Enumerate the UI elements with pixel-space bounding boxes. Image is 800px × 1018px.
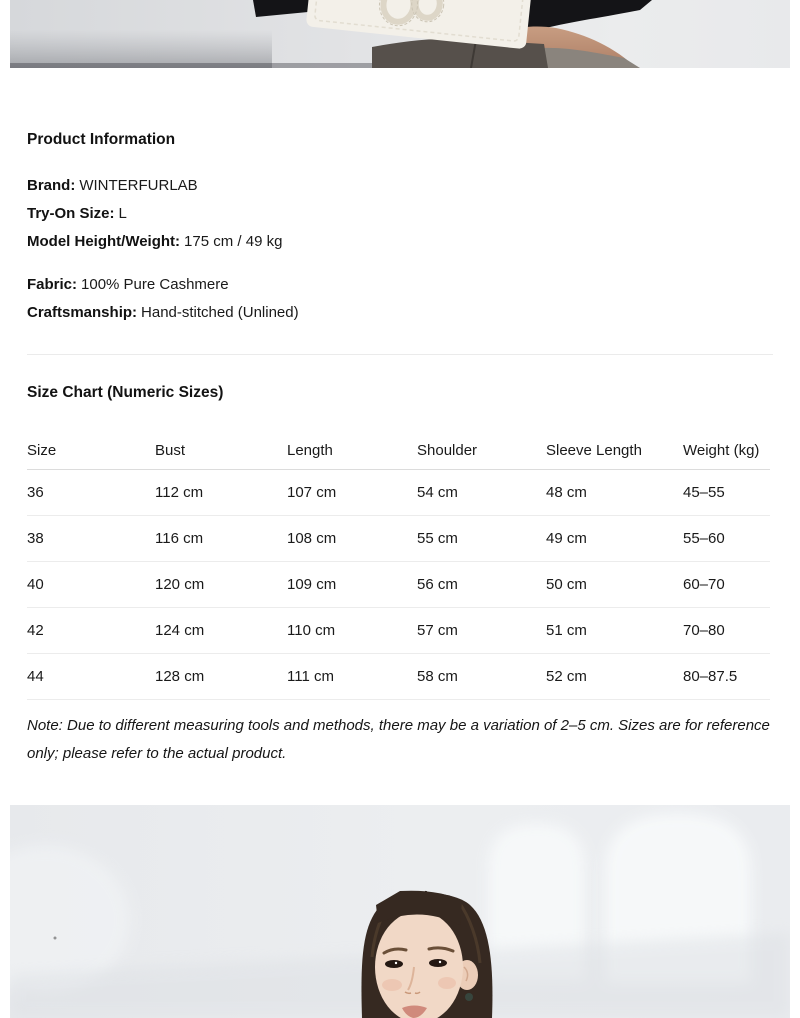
table-header-row xyxy=(27,434,770,470)
eye xyxy=(429,959,447,967)
size-chart-title: Size Chart (Numeric Sizes) xyxy=(27,384,224,401)
model-head xyxy=(361,891,492,1018)
cell-sleeve: 50 cm xyxy=(546,562,683,608)
field-value: Hand-stitched (Unlined) xyxy=(141,304,299,321)
cheek-blush xyxy=(382,979,402,991)
field-craftsmanship xyxy=(27,299,770,327)
cell-weight: 45–55 xyxy=(683,470,770,516)
cell-size: 42 xyxy=(27,608,155,654)
cell-length: 111 cm xyxy=(287,654,417,700)
field-fabric xyxy=(27,271,770,299)
cell-length: 107 cm xyxy=(287,470,417,516)
cell-sleeve: 49 cm xyxy=(546,516,683,562)
table-row xyxy=(27,562,770,608)
size-note: Note: Due to different measuring tools and methods, there may be a variation of 2–5 cm. Sizes are for reference only; please refer to the actual product. xyxy=(27,717,770,762)
field-value: L xyxy=(118,205,127,222)
cell-shoulder: 57 cm xyxy=(417,608,546,654)
cell-size: 36 xyxy=(27,470,155,516)
product-info-title: Product Information xyxy=(27,131,176,148)
cell-size: 40 xyxy=(27,562,155,608)
cell-shoulder: 56 cm xyxy=(417,562,546,608)
column-header-size: Size xyxy=(27,434,155,470)
cell-size: 38 xyxy=(27,516,155,562)
size-chart-section xyxy=(27,384,770,768)
field-brand xyxy=(27,172,770,200)
cell-length: 109 cm xyxy=(287,562,417,608)
size-chart-table xyxy=(27,434,770,700)
cell-weight: 55–60 xyxy=(683,516,770,562)
cell-bust: 112 cm xyxy=(155,470,287,516)
cell-weight: 60–70 xyxy=(683,562,770,608)
column-header-weight: Weight (kg) xyxy=(683,434,770,470)
model-photo xyxy=(10,805,790,1018)
cell-shoulder: 54 cm xyxy=(417,470,546,516)
field-value: 175 cm / 49 kg xyxy=(184,233,283,250)
section-divider xyxy=(27,354,773,355)
cell-length: 110 cm xyxy=(287,608,417,654)
table-row xyxy=(27,516,770,562)
fabric-spec-group xyxy=(27,271,770,327)
column-header-length: Length xyxy=(287,434,417,470)
cell-weight: 80–87.5 xyxy=(683,654,770,700)
cell-size: 44 xyxy=(27,654,155,700)
column-header-sleeve-length: Sleeve Length xyxy=(546,434,683,470)
field-label: Craftsmanship: xyxy=(27,304,138,321)
table-row xyxy=(27,608,770,654)
earring xyxy=(465,993,473,1001)
eye-glint xyxy=(439,961,441,963)
column-header-shoulder: Shoulder xyxy=(417,434,546,470)
field-value: WINTERFURLAB xyxy=(79,177,198,194)
product-photo-top xyxy=(10,0,790,68)
floor-shadow xyxy=(10,30,272,68)
field-try-on-size xyxy=(27,200,770,228)
cell-bust: 120 cm xyxy=(155,562,287,608)
field-label: Fabric: xyxy=(27,276,78,293)
field-label: Brand: xyxy=(27,177,76,194)
model-photo-illustration xyxy=(10,805,790,1018)
model-spec-group xyxy=(27,172,770,256)
cell-length: 108 cm xyxy=(287,516,417,562)
table-row xyxy=(27,470,770,516)
eye xyxy=(385,960,403,968)
field-label: Model Height/Weight: xyxy=(27,233,181,250)
cell-bust: 128 cm xyxy=(155,654,287,700)
cell-sleeve: 48 cm xyxy=(546,470,683,516)
cell-sleeve: 52 cm xyxy=(546,654,683,700)
cell-sleeve: 51 cm xyxy=(546,608,683,654)
table-row xyxy=(27,654,770,700)
cell-bust: 124 cm xyxy=(155,608,287,654)
cell-shoulder: 55 cm xyxy=(417,516,546,562)
cell-weight: 70–80 xyxy=(683,608,770,654)
field-value: 100% Pure Cashmere xyxy=(81,276,229,293)
field-label: Try-On Size: xyxy=(27,205,115,222)
cheek-blush xyxy=(438,977,456,989)
field-model-height-weight xyxy=(27,228,770,256)
speck xyxy=(54,937,57,940)
cell-shoulder: 58 cm xyxy=(417,654,546,700)
cell-bust: 116 cm xyxy=(155,516,287,562)
column-header-bust: Bust xyxy=(155,434,287,470)
product-photo-top-illustration xyxy=(10,0,790,68)
product-info-section xyxy=(27,131,770,327)
eye-glint xyxy=(395,962,397,964)
